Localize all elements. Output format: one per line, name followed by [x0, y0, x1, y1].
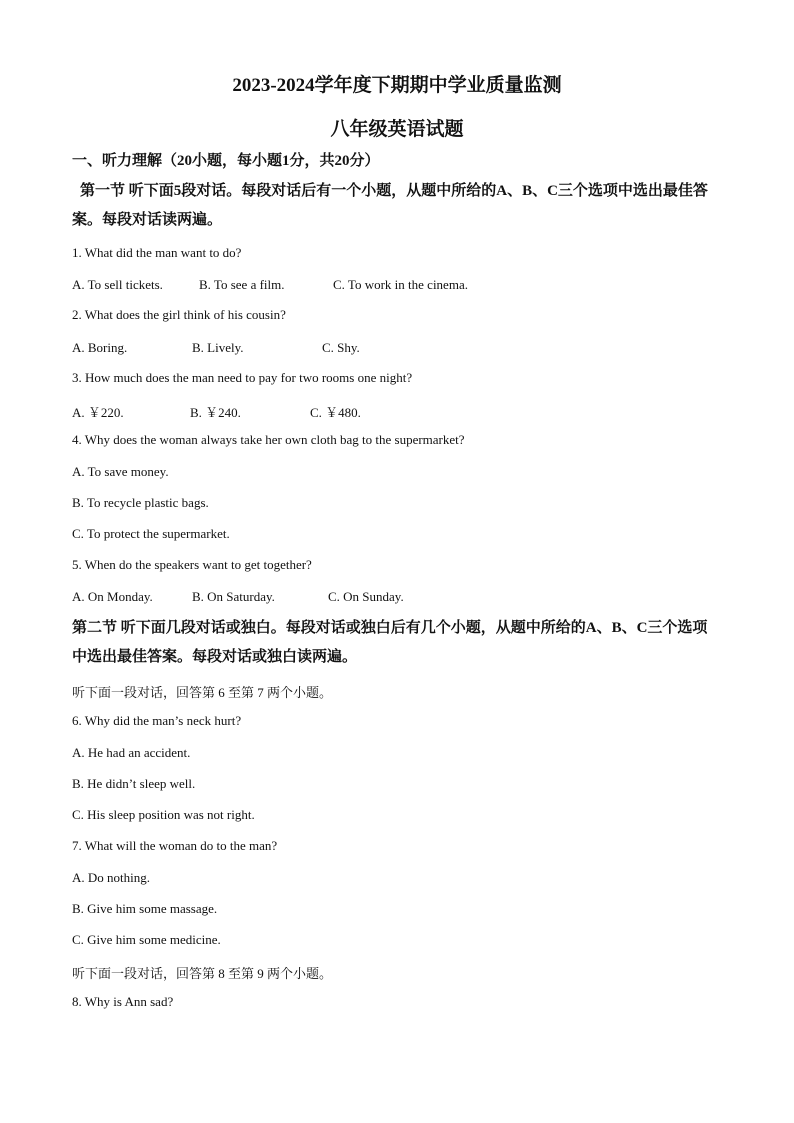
section-heading: 一、听力理解（20小题，每小题1分，共20分）: [72, 153, 380, 169]
q6-option-c: C. His sleep position was not right.: [72, 807, 255, 822]
question-5: 5. When do the speakers want to get together?: [72, 557, 312, 572]
question-1: 1. What did the man want to do?: [72, 245, 242, 260]
q7-option-b: B. Give him some massage.: [72, 901, 218, 916]
question-2: 2. What does the girl think of his cousin?: [72, 307, 286, 322]
question-3: 3. How much does the man need to pay for two rooms one night?: [72, 370, 413, 385]
q3-option-a: A. ￥220.: [72, 405, 124, 420]
question-8: 8. Why is Ann sad?: [72, 994, 174, 1009]
q5-option-c: C. On Sunday.: [328, 589, 404, 604]
q2-option-b: B. Lively.: [192, 340, 244, 355]
q6-option-b: B. He didn’t sleep well.: [72, 776, 196, 791]
q1-option-c: C. To work in the cinema.: [333, 277, 468, 292]
q2-option-c: C. Shy.: [322, 340, 360, 355]
question-7: 7. What will the woman do to the man?: [72, 838, 278, 853]
q4-option-b: B. To recycle plastic bags.: [72, 495, 209, 510]
exam-title: 2023-2024学年度下期期中学业质量监测: [232, 75, 562, 96]
q6-option-a: A. He had an accident.: [72, 745, 191, 760]
q2-option-a: A. Boring.: [72, 340, 128, 355]
q3-option-c: C. ￥480.: [310, 405, 361, 420]
exam-subtitle: 八年级英语试题: [330, 119, 464, 140]
q4-option-a: A. To save money.: [72, 464, 169, 479]
part1-instructions: 第一节 听下面5段对话。每段对话后有一个小题，从题中所给的A、B、C三个选项中选出最佳答案。每段对话读两遍。: [72, 183, 708, 228]
q1-option-a: A. To sell tickets.: [72, 277, 163, 292]
question-6: 6. Why did the man’s neck hurt?: [72, 713, 242, 728]
part2-instructions: 第二节 听下面几段对话或独白。每段对话或独白后有几个小题，从题中所给的A、B、C三个选项中选出最佳答案。每段对话或独白读两遍。: [72, 620, 708, 665]
q3-option-b: B. ￥240.: [190, 405, 241, 420]
q1-option-b: B. To see a film.: [199, 277, 285, 292]
q5-option-a: A. On Monday.: [72, 589, 153, 604]
note-questions-6-7: 听下面一段对话，回答第 6 至第 7 两个小题。: [72, 685, 333, 700]
q7-option-a: A. Do nothing.: [72, 870, 150, 885]
q7-option-c: C. Give him some medicine.: [72, 932, 221, 947]
note-questions-8-9: 听下面一段对话，回答第 8 至第 9 两个小题。: [72, 966, 333, 981]
question-4: 4. Why does the woman always take her own cloth bag to the supermarket?: [72, 432, 465, 447]
q5-option-b: B. On Saturday.: [192, 589, 275, 604]
q4-option-c: C. To protect the supermarket.: [72, 526, 230, 541]
